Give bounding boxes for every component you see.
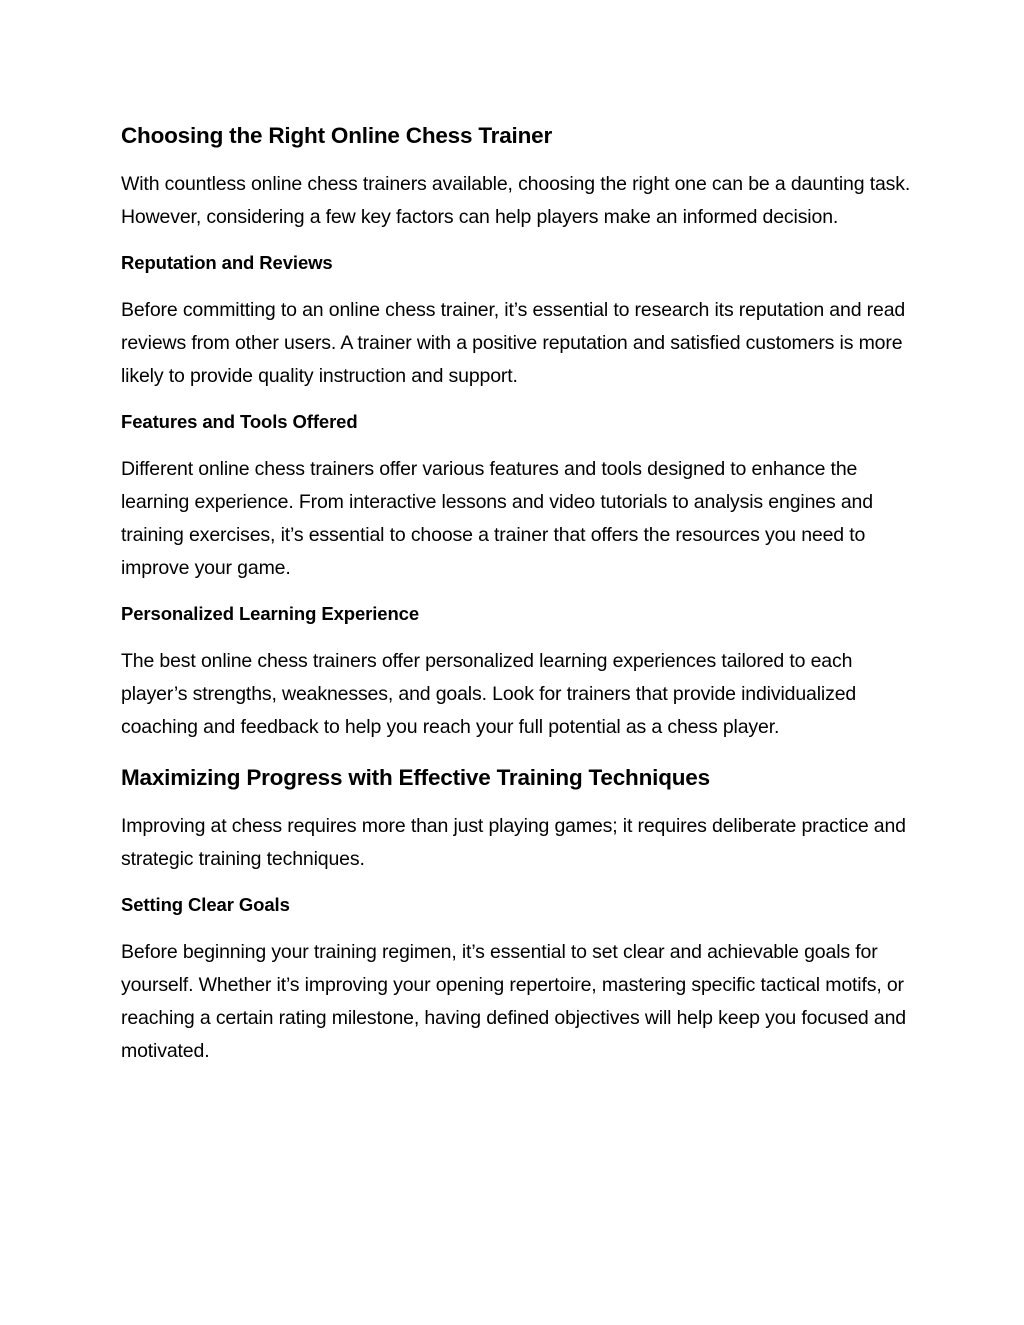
section-title-maximizing-progress: Maximizing Progress with Effective Training Techniques — [121, 765, 710, 790]
section-intro-choosing-trainer: With countless online chess trainers available, choosing the right one can be a daunting task. However, considering a few key factors can help players make an informed decision. — [121, 173, 911, 228]
subsection-text-clear-goals: Before beginning your training regimen, it’s essential to set clear and achievable goals for yourself. Whether it’s improving your opening repertoire, mastering specific tactical motifs, or reaching a certain rating milestone, having defined objectives will help keep you focused and motivated. — [121, 941, 906, 1062]
subsection-text-features: Different online chess trainers offer various features and tools designed to enhance the learning experience. From interactive lessons and video tutorials to analysis engines and training exercises, it’s essential to choose a trainer that offers the resources you need to improve your game. — [121, 458, 873, 579]
section-title-choosing-trainer: Choosing the Right Online Chess Trainer — [121, 123, 552, 148]
document-page — [121, 118, 911, 1068]
section-intro-maximizing-progress: Improving at chess requires more than just playing games; it requires deliberate practice and strategic training techniques. — [121, 815, 906, 870]
subsection-title-reputation: Reputation and Reviews — [121, 252, 333, 273]
subsection-text-personalized: The best online chess trainers offer personalized learning experiences tailored to each player’s strengths, weaknesses, and goals. Look for trainers that provide individualized coaching and feedback to help you reach your full potential as a chess player. — [121, 650, 857, 738]
subsection-title-features: Features and Tools Offered — [121, 411, 358, 432]
subsection-text-reputation: Before committing to an online chess trainer, it’s essential to research its reputation and read reviews from other users. A trainer with a positive reputation and satisfied customers is more likely to provide quality instruction and support. — [121, 299, 906, 387]
subsection-title-personalized: Personalized Learning Experience — [121, 603, 420, 624]
subsection-title-clear-goals: Setting Clear Goals — [121, 894, 290, 915]
